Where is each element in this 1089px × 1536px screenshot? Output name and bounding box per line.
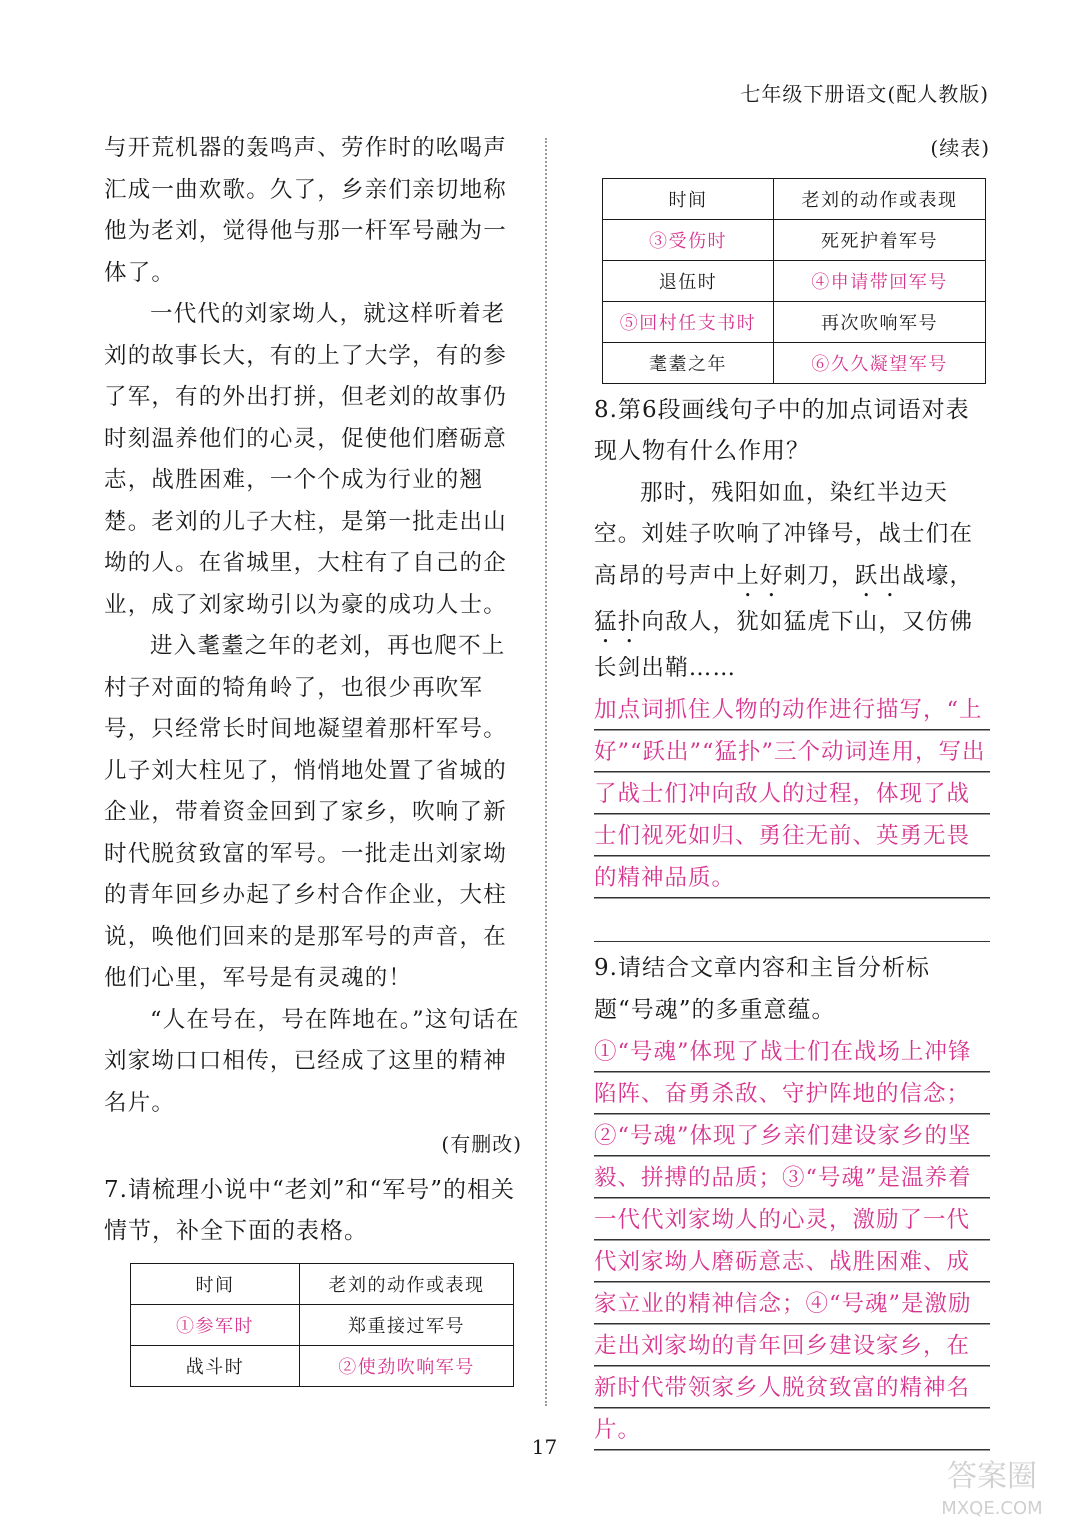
- table-header-row: [131, 1263, 514, 1304]
- table-cell-answer: ⑤回村任支书时: [603, 301, 774, 342]
- table-header-time: 时间: [131, 1263, 300, 1304]
- table-cell-answer: ④申请带回军号: [774, 260, 986, 301]
- table-row: [603, 260, 986, 301]
- story-paragraph-4: “人在号在，号在阵地在。”这句话在刘家坳口口相传，已经成了这里的精神名片。: [104, 1006, 520, 1116]
- watermark-text: 答案圈: [947, 1459, 1037, 1494]
- table-cell: 郑重接过军号: [300, 1304, 514, 1345]
- table-row: [603, 301, 986, 342]
- dotted-word-yuechu: 跃出: [854, 562, 903, 589]
- plot-table-1: [130, 1263, 514, 1387]
- table-header-action: 老刘的动作或表现: [774, 178, 986, 219]
- plot-table-2: [602, 178, 986, 384]
- table-header-action: 老刘的动作或表现: [300, 1263, 514, 1304]
- left-column: [104, 128, 522, 1387]
- watermark-logo: [917, 1452, 1067, 1522]
- quote-text: 那时，残阳如血，染红半边天空。刘娃子吹响了冲锋号，战士们在高昂的号声中: [594, 479, 974, 589]
- table-cell-answer: ①参军时: [131, 1304, 300, 1345]
- table-cell-answer: ②使劲吹响军号: [300, 1345, 514, 1386]
- question-9: 9.请结合文章内容和主旨分析标题“号魂”的多重意蕴。: [594, 955, 930, 1023]
- column-divider: [545, 138, 547, 1406]
- question-7: 7.请梳理小说中“老刘”和“军号”的相关情节，补全下面的表格。: [104, 1176, 515, 1244]
- continued-note: (续表): [930, 136, 990, 160]
- table-cell: 退伍时: [603, 260, 774, 301]
- table-row: [603, 342, 986, 383]
- question-8: 8.第6段画线句子中的加点词语对表现人物有什么作用？: [594, 396, 970, 464]
- table-cell: 死死护着军号: [774, 219, 986, 260]
- page-number: 17: [531, 1435, 558, 1459]
- story-paragraph-1: 与开荒机器的轰鸣声、劳作时的吆喝声汇成一曲欢歌。久了，乡亲们亲切地称他为老刘，觉得他与那一杆军号融为一体了。: [104, 135, 507, 286]
- answer-blank-line: [594, 899, 990, 942]
- table-row: [131, 1345, 514, 1386]
- question-8-quote: [594, 473, 990, 690]
- dotted-word-mengpu: 猛扑: [594, 608, 642, 635]
- watermark-url: MXQE.COM: [941, 1498, 1043, 1519]
- table-row: [131, 1304, 514, 1345]
- answer-8: 加点词抓住人物的动作进行描写，“上好”“跃出”“猛扑”三个动词连用，写出了战士们冲向敌人的过程，体现了战士们视死如归、勇往无前、英勇无畏的精神品质。: [594, 689, 990, 899]
- table-header-time: 时间: [603, 178, 774, 219]
- right-column: [594, 128, 990, 1451]
- story-paragraph-3: 进入耄耋之年的老刘，再也爬不上村子对面的犄角岭了，也很少再吹军号，只经常长时间地凝望着那杆军号。儿子刘大柱见了，悄悄地处置了省城的企业，带着资金回到了家乡，吹响了新时代脱贫致富的军号。一批走出刘家坳的青年回乡办起了乡村合作企业，大柱说，唤他们回来的是那军号的声音，在他们心里，军号是有灵魂的！: [104, 633, 507, 991]
- dotted-word-shanghao: 上好: [736, 562, 784, 589]
- table-header-row: [603, 178, 986, 219]
- abridged-note: (有删改): [441, 1132, 522, 1156]
- table-cell-answer: ⑥久久凝望军号: [774, 342, 986, 383]
- quote-text: 刺刀，: [783, 562, 855, 589]
- table-cell-answer: ③受伤时: [603, 219, 774, 260]
- table-cell: 再次吹响军号: [774, 301, 986, 342]
- table-row: [603, 219, 986, 260]
- quote-text: 战壕，: [902, 562, 974, 589]
- quote-text: 向敌人，犹如猛虎下山，又仿佛长剑出鞘……: [594, 608, 974, 681]
- table-cell: 战斗时: [131, 1345, 300, 1386]
- table-cell: 耄耋之年: [603, 342, 774, 383]
- answer-9: ①“号魂”体现了战士们在战场上冲锋陷阵、奋勇杀敌、守护阵地的信念；②“号魂”体现了乡亲们建设家乡的坚毅、拼搏的品质；③“号魂”是温养着一代代刘家坳人的心灵，激励了一代代刘家坳人磨砺意志、战胜困难、成家立业的精神信念；④“号魂”是激励走出刘家坳的青年回乡建设家乡，在新时代带领家乡人脱贫致富的精神名片。: [594, 1031, 990, 1451]
- page-header: 七年级下册语文(配人教版): [740, 82, 989, 106]
- story-paragraph-2: 一代代的刘家坳人，就这样听着老刘的故事长大，有的上了大学，有的参了军，有的外出打拼，但老刘的故事仍时刻温养他们的心灵，促使他们磨砺意志，战胜困难，一个个成为行业的翘楚。老刘的儿子大柱，是第一批走出山坳的人。在省城里，大柱有了自己的企业，成了刘家坳引以为豪的成功人士。: [104, 301, 507, 618]
